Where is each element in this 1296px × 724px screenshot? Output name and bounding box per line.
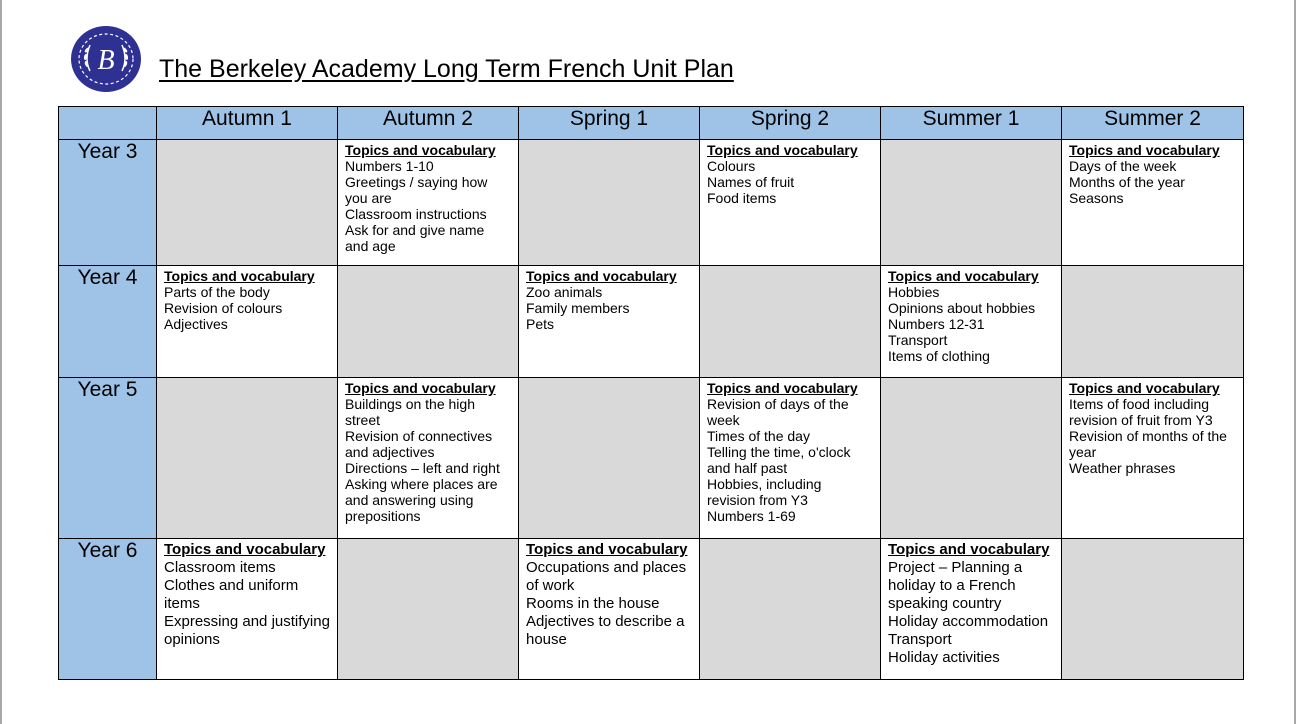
term-header: Autumn 1 [157, 107, 338, 140]
topic-item: Directions – left and right [345, 460, 500, 476]
topic-item: Classroom instructions [345, 206, 487, 222]
year-label: Year 6 [59, 539, 157, 680]
topic-item: Adjectives to describe a house [526, 613, 685, 648]
empty-cell [881, 378, 1062, 539]
empty-cell [519, 378, 700, 539]
topic-item: Adjectives [164, 316, 228, 332]
empty-cell [338, 539, 519, 680]
topic-cell [1062, 378, 1244, 539]
topic-cell [881, 539, 1062, 680]
topic-item: Holiday accommodation [888, 613, 1049, 630]
topic-cell [157, 266, 338, 378]
empty-cell [519, 140, 700, 266]
topic-item: Opinions about hobbies [888, 300, 1036, 316]
topic-item: Project – Planning a holiday to a French speaking country [888, 559, 1023, 612]
page-border-left [0, 0, 2, 724]
topic-item: Greetings / saying how you are [345, 174, 488, 206]
year-label: Year 3 [59, 140, 157, 266]
topic-item: Colours [707, 158, 756, 174]
topic-cell [700, 378, 881, 539]
topic-item: Numbers 1-69 [707, 508, 796, 524]
topic-cell [519, 266, 700, 378]
topic-cell [519, 539, 700, 680]
topic-item: Numbers 12-31 [888, 316, 985, 332]
topic-cell [700, 140, 881, 266]
term-header: Spring 2 [700, 107, 881, 140]
topic-item: Seasons [1069, 190, 1124, 206]
topic-item: Holiday activities [888, 649, 1000, 666]
year-label: Year 4 [59, 266, 157, 378]
empty-cell [700, 539, 881, 680]
topic-item: Ask for and give name and age [345, 222, 485, 254]
topic-item: Revision of colours [164, 300, 283, 316]
topic-item: Numbers 1-10 [345, 158, 434, 174]
page-title: The Berkeley Academy Long Term French Unit Plan [159, 55, 734, 83]
topic-item: Months of the year [1069, 174, 1185, 190]
topic-heading: Topics and vocabulary [526, 268, 677, 284]
topic-cell [157, 539, 338, 680]
topic-item: Food items [707, 190, 777, 206]
topic-item: Days of the week [1069, 158, 1177, 174]
empty-cell [700, 266, 881, 378]
topic-item: Transport [888, 631, 952, 648]
term-header-row [59, 107, 1244, 140]
unit-plan-table [58, 106, 1244, 680]
topic-item: Pets [526, 316, 555, 332]
topic-cell [1062, 140, 1244, 266]
topic-cell [338, 378, 519, 539]
topic-heading: Topics and vocabulary [164, 541, 326, 558]
topic-item: Hobbies, including revision from Y3 [707, 476, 822, 508]
berkeley-crest-icon [70, 25, 142, 93]
empty-cell [157, 378, 338, 539]
year-row [59, 378, 1244, 539]
year-row [59, 266, 1244, 378]
topic-heading: Topics and vocabulary [1069, 380, 1220, 396]
topic-item: Items of food including revision of fruit from Y3 [1069, 396, 1213, 428]
topic-item: Clothes and uniform items [164, 577, 299, 612]
topic-item: Names of fruit [707, 174, 795, 190]
empty-cell [338, 266, 519, 378]
year-row [59, 539, 1244, 680]
topic-item: Expressing and justifying opinions [164, 613, 330, 648]
topic-item: Revision of connectives and adjectives [345, 428, 493, 460]
empty-cell [881, 140, 1062, 266]
topic-item: Items of clothing [888, 348, 990, 364]
topic-item: Weather phrases [1069, 460, 1176, 476]
empty-cell [157, 140, 338, 266]
topic-heading: Topics and vocabulary [345, 380, 496, 396]
topic-heading: Topics and vocabulary [164, 268, 315, 284]
topic-item: Buildings on the high street [345, 396, 475, 428]
topic-item: Occupations and places of work [526, 559, 687, 594]
topic-heading: Topics and vocabulary [1069, 142, 1220, 158]
topic-heading: Topics and vocabulary [888, 268, 1039, 284]
topic-heading: Topics and vocabulary [707, 142, 858, 158]
topic-item: Revision of days of the week [707, 396, 849, 428]
topic-cell [881, 266, 1062, 378]
empty-cell [1062, 266, 1244, 378]
topic-item: Transport [888, 332, 948, 348]
topic-item: Classroom items [164, 559, 276, 576]
topic-item: Hobbies [888, 284, 940, 300]
topic-heading: Topics and vocabulary [888, 541, 1050, 558]
topic-item: Revision of months of the year [1069, 428, 1227, 460]
topic-item: Telling the time, o'clock and half past [707, 444, 851, 476]
topic-heading: Topics and vocabulary [526, 541, 688, 558]
year-row [59, 140, 1244, 266]
topic-heading: Topics and vocabulary [345, 142, 496, 158]
topic-item: Rooms in the house [526, 595, 660, 612]
term-header: Autumn 2 [338, 107, 519, 140]
topic-cell [338, 140, 519, 266]
svg-text:B: B [97, 45, 115, 76]
empty-cell [1062, 539, 1244, 680]
topic-item: Asking where places are and answering using prepositions [345, 476, 498, 524]
topic-item: Zoo animals [526, 284, 603, 300]
topic-heading: Topics and vocabulary [707, 380, 858, 396]
topic-item: Family members [526, 300, 630, 316]
header-corner-cell [59, 107, 157, 140]
term-header: Spring 1 [519, 107, 700, 140]
year-label: Year 5 [59, 378, 157, 539]
term-header: Summer 1 [881, 107, 1062, 140]
topic-item: Parts of the body [164, 284, 270, 300]
term-header: Summer 2 [1062, 107, 1244, 140]
topic-item: Times of the day [707, 428, 810, 444]
